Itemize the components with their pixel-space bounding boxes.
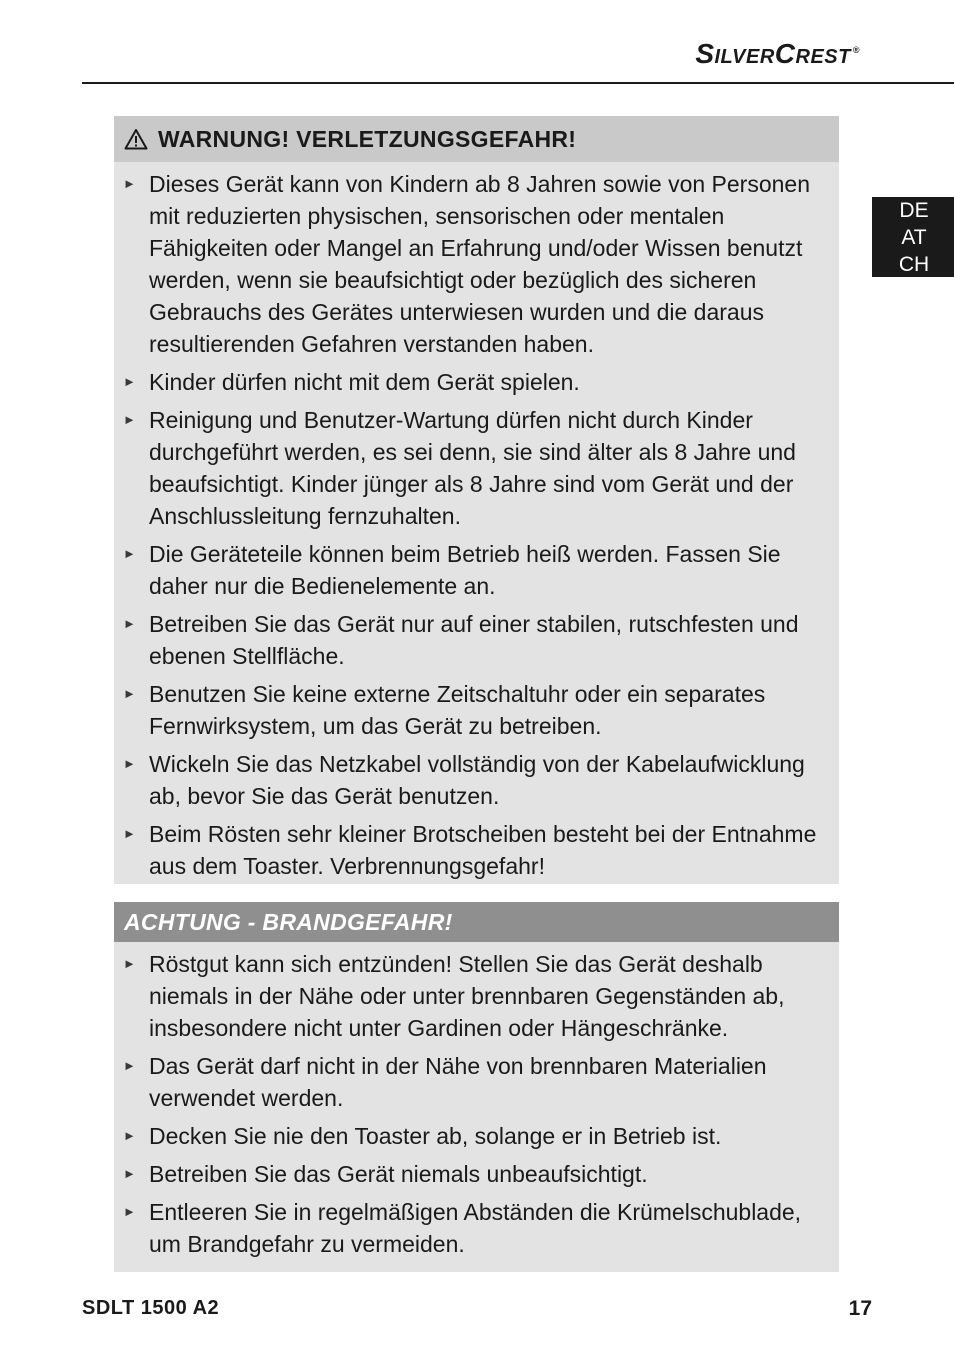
language-code: CH [898,253,930,276]
bullet-arrow-icon: ► [123,546,136,561]
bullet-arrow-icon: ► [123,176,136,191]
bullet-arrow-icon: ► [123,1058,136,1073]
list-item [114,608,829,672]
bullet-arrow-icon: ► [123,756,136,771]
list-item [114,1120,829,1152]
list-item-text: Betreiben Sie das Gerät niemals unbeaufsichtigt. [149,1161,648,1187]
list-item [114,1050,829,1114]
list-item-text: Kinder dürfen nicht mit dem Gerät spielen. [149,369,580,395]
bullet-arrow-icon: ► [123,956,136,971]
warning-triangle-icon [124,128,148,150]
list-item-text: Betreiben Sie das Gerät nur auf einer stabilen, rutschfesten und ebenen Stellfläche. [149,611,799,669]
fire-hazard-list [114,942,839,1260]
bullet-arrow-icon: ► [123,1128,136,1143]
list-item [114,678,829,742]
list-item-text: Reinigung und Benutzer-Wartung dürfen nicht durch Kinder durchgeführt werden, es sei denn, sie sind älter als 8 Jahre und beaufsichtigt. Kinder jünger als 8 Jahre sind vom Gerät und der Anschlussleitung fernzuhalten. [149,407,796,529]
fire-hazard-title: ACHTUNG - BRANDGEFAHR! [124,908,453,935]
list-item [114,1196,829,1260]
list-item-text: Das Gerät darf nicht in der Nähe von brennbaren Materialien verwendet werden. [149,1053,767,1111]
list-item-text: Die Geräteteile können beim Betrieb heiß werden. Fassen Sie daher nur die Bedienelemente an. [149,541,781,599]
brand-logo [695,38,860,70]
list-item-text: Beim Rösten sehr kleiner Brotscheiben besteht bei der Entnahme aus dem Toaster. Verbrennungsgefahr! [149,821,817,879]
warning-list [114,162,839,882]
list-item [114,538,829,602]
bullet-arrow-icon: ► [123,412,136,427]
registered-mark: ® [852,44,860,55]
language-tab [872,197,954,277]
list-item [114,818,829,882]
warning-box [114,116,839,884]
list-item [114,748,829,812]
list-item [114,1158,829,1190]
warning-header [114,116,839,162]
bullet-arrow-icon: ► [123,686,136,701]
model-number: SDLT 1500 A2 [82,1297,220,1319]
list-item-text: Röstgut kann sich entzünden! Stellen Sie das Gerät deshalb niemals in der Nähe oder unter brennbaren Gegenständen ab, insbesondere nicht unter Gardinen oder Hängeschränke. [149,951,785,1041]
bullet-arrow-icon: ► [123,826,136,841]
fire-hazard-box [114,902,839,1272]
list-item [114,404,829,532]
language-code: DE [899,199,929,222]
bullet-arrow-icon: ► [123,374,136,389]
list-item-text: Benutzen Sie keine externe Zeitschaltuhr oder ein separates Fernwirksystem, um das Gerät zu betreiben. [149,681,766,739]
list-item-text: Decken Sie nie den Toaster ab, solange er in Betrieb ist. [149,1123,722,1149]
list-item [114,366,829,398]
bullet-arrow-icon: ► [123,616,136,631]
page-number: 17 [848,1297,872,1320]
bullet-arrow-icon: ► [123,1204,136,1219]
brand-name: SilverCrest [695,38,851,69]
list-item [114,948,829,1044]
list-item [114,168,829,360]
list-item-text: Entleeren Sie in regelmäßigen Abständen die Krümelschublade, um Brandgefahr zu vermeiden. [149,1199,802,1257]
list-item-text: Dieses Gerät kann von Kindern ab 8 Jahren sowie von Personen mit reduzierten physischen, sensorischen oder mentalen Fähigkeiten oder Mangel an Erfahrung und/oder Wissen benutzt werden, wenn sie beaufsichtigt oder bezüglich des sicheren Gebrauchs des Gerätes unterwiesen wurden und die daraus resultierenden Gefahren verstanden haben. [149,171,811,357]
bullet-arrow-icon: ► [123,1166,136,1181]
header-divider [82,82,954,84]
list-item-text: Wickeln Sie das Netzkabel vollständig von der Kabelaufwicklung ab, bevor Sie das Gerät benutzen. [149,751,805,809]
fire-hazard-header [114,902,839,942]
language-code: AT [901,226,927,249]
warning-title: WARNUNG! VERLETZUNGSGEFAHR! [158,125,577,152]
